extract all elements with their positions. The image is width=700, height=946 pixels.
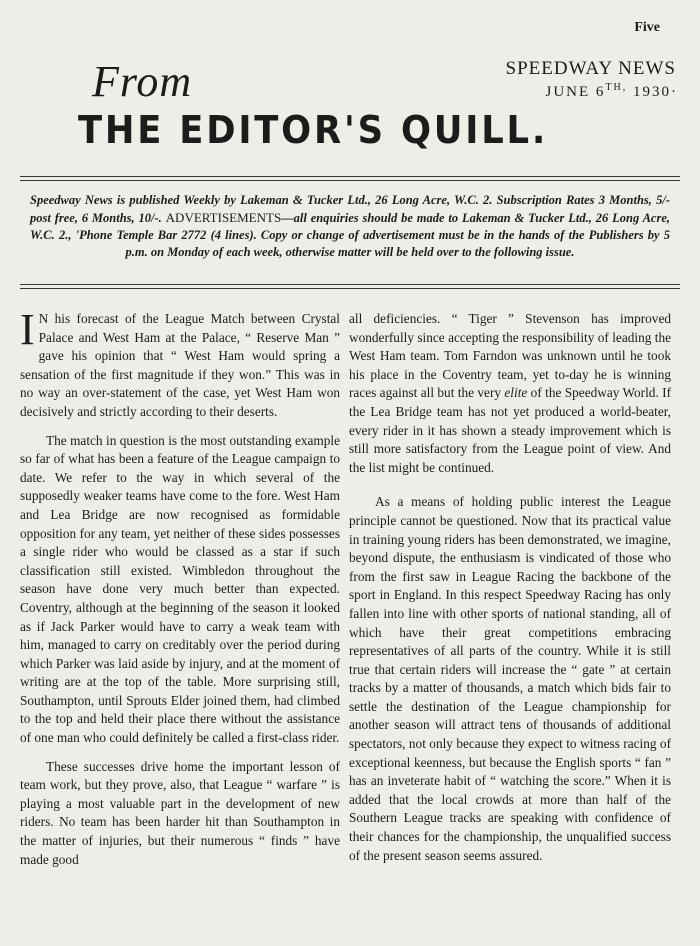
page-number: Five xyxy=(634,20,660,35)
article-column-left xyxy=(20,305,340,869)
notice-advertisements: ADVERTISEMENTS xyxy=(165,210,282,225)
date-suffix: TH, xyxy=(605,82,628,93)
from-heading: From xyxy=(92,57,193,106)
date-day: JUNE 6 xyxy=(545,84,606,100)
paragraph-4-text-a: all deficiencies. “ Tiger ” Stevenson has improved wonderfully since accepting the responsibility of leading the West Ham team. Tom Farndon was unknown until he took his place in the Coventry team, yet to-day he is winning races against all but the very xyxy=(349,311,671,401)
date-year: 1930· xyxy=(633,84,678,100)
notice-text-1: Speedway News is published Weekly by Lakeman & Tucker Ltd., 26 Long Acre, W.C. 2. Subscription Rates 3 Months, 5/- post free, 6 Months, 10/-. xyxy=(30,193,670,225)
rule-bottom-2 xyxy=(20,288,680,289)
paragraph-5: As a means of holding public interest the League principle cannot be questioned. Now that its practical value in training young riders has been demonstrated, we imagine, beyond dispute, the enthusiasm is vindicated of those who from the first saw in League Racing the backbone of the sport in England. In this respect Speedway Racing has only fallen into line with other sports of national standing, all of which have their great competitions embracing representatives of all parts of the country. While it is still true that certain riders will increase the “ gate ” at certain tracks by a matter of thousands, a match which bids fair to settle the destination of the League championship for another season will attract tens of thousands of additional spectators, not only because they expect to witness racing of exceptional keenness, but because the English sports “ fan ” has an inveterate habit of “ watching the score.” When it is added that the local crowds at more than half of the Southern League tracks are speaking with confidence of their chances for the championship, the unqualified success of the present season seems assured. xyxy=(349,494,671,863)
paragraph-1-text: N his forecast of the League Match between Crystal Palace and West Ham at the Palace, “ Reserve Man ” gave his opinion that “ West Ham would spring a sensation of the first magnitude if they won.” This was in no way an over-statement of the case, yet West Ham won decisively and strictly according to their deserts. xyxy=(20,311,340,419)
article-column-right xyxy=(349,310,671,865)
issue-date xyxy=(545,82,678,101)
rule-bottom-1 xyxy=(20,284,680,285)
masthead-title: THE EDITOR'S QUILL. xyxy=(78,108,549,152)
rule-top-1 xyxy=(20,176,680,177)
notice-text-2: —all enquiries should be made to Lakeman & Tucker Ltd., 26 Long Acre, W.C. 2., 'Phone Temple Bar 2772 (4 lines). Copy or change of advertisement must be in the hands of the Publishers by 5 p.m. on Monday of each week, otherwise matter will be held over to the following issue. xyxy=(30,211,671,259)
publication-name: SPEEDWAY NEWS xyxy=(505,58,676,79)
paragraph-4 xyxy=(349,310,671,477)
paragraph-1 xyxy=(20,305,340,422)
paragraph-2: The match in question is the most outstanding example so far of what has been a feature of the League campaign to date. We refer to the way in which several of the supposedly weaker teams have come to the fore. West Ham and Lea Bridge are now recognised as formidable opposition for any team, yet neither of these sides possesses a single rider who would be classed as a star if such classification still existed. Wimbledon throughout the season have done very much better than expected. Coventry, although at the beginning of the season it looked as if Jack Parker would have to carry a weak team with him, managed to carry on creditably over the period during which Parker was laid aside by injury, and at the moment of writing are at the top of the table. More surprising still, Southampton, until Sprouts Elder joined them, had climbed to the top and held their place there without the assistance of one man who could definitely be called a first-class rider. xyxy=(20,432,340,746)
rule-top-2 xyxy=(20,180,680,181)
publisher-notice xyxy=(30,192,670,261)
paragraph-3: These successes drive home the important lesson of team work, but they prove, also, that League “ warfare ” is playing a most valuable part in the development of new riders. No team has been harder hit than Southampton in the matter of injuries, but their numerous “ finds ” have made good xyxy=(20,758,340,867)
paragraph-4-text-c: of the Speedway World. If the Lea Bridge team has not yet produced a world-beater, every rider in it has shown a steady improvement which is still more satisfactory from the League point of view. And the list might be continued. xyxy=(349,385,672,475)
paragraph-4-italic: elite xyxy=(504,385,528,401)
drop-cap: I xyxy=(20,305,35,354)
